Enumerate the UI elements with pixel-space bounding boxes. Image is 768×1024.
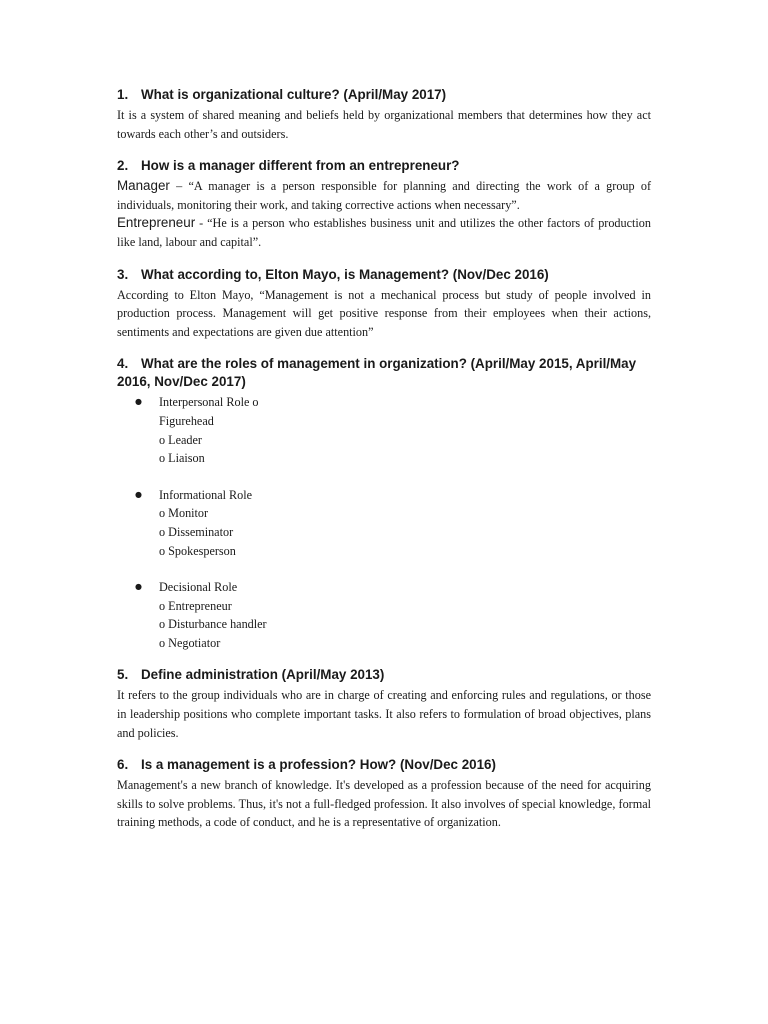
role-item: o Monitor xyxy=(159,506,209,521)
answer-text: It is a system of shared meaning and beliefs held by organizational members that determines how they act towards each other’s and outsiders. xyxy=(117,108,651,141)
answer-text: Management's a new branch of knowledge. It's developed as a profession because of the need for acquiring skills to solve problems. Thus, it's not a full-fledged profession. It also involves of special knowledge, formal training methods, a code of conduct, and he is a representative of organization. xyxy=(117,778,651,830)
entrepreneur-separator: - xyxy=(195,216,208,231)
entrepreneur-definition-text: “He is a person who establishes business unit and utilizes the other factors of production like land, labour and capital”. xyxy=(117,216,651,249)
document-page xyxy=(117,86,651,846)
role-item: o Disseminator xyxy=(159,524,234,539)
question-heading xyxy=(117,756,651,774)
manager-definition xyxy=(117,177,651,214)
entrepreneur-definition xyxy=(117,214,651,251)
question-number: 2. xyxy=(117,158,129,174)
manager-definition-text: “A manager is a person responsible for planning and directing the work of a group of individuals, monitoring their work, and taking corrective actions when necessary”. xyxy=(117,179,651,212)
question-title: How is a manager different from an entrepreneur? xyxy=(141,158,460,174)
manager-separator: – xyxy=(169,179,189,194)
list-item xyxy=(135,486,651,560)
answer-text: It refers to the group individuals who are in charge of creating and enforcing rules and regulations, or those in leadership positions who complete important tasks. It also refers to formulation of broad objectives, plans and policies. xyxy=(117,688,651,740)
role-item: o Leader xyxy=(159,432,202,447)
question-number: 4. xyxy=(117,356,129,372)
question-number: 1. xyxy=(117,87,129,102)
question-title: What according to, Elton Mayo, is Management? (Nov/Dec 2016) xyxy=(141,266,549,282)
question-title: Is a management is a profession? How? (Nov/Dec 2016) xyxy=(141,757,496,773)
question-number: 3. xyxy=(117,266,129,282)
question-5 xyxy=(117,666,651,742)
bullet-icon: ● xyxy=(135,582,142,592)
role-item: o Entrepreneur xyxy=(159,598,232,613)
question-4 xyxy=(117,355,651,652)
role-group xyxy=(159,578,267,652)
question-1 xyxy=(117,86,651,143)
question-heading xyxy=(117,355,651,391)
list-item xyxy=(135,578,651,652)
question-heading xyxy=(117,266,651,284)
role-item: o Spokesperson xyxy=(159,543,236,558)
manager-term: Manager xyxy=(117,178,170,194)
question-3 xyxy=(117,266,651,342)
question-title: What are the roles of management in organization? (April/May 2015, April/May 2016, Nov/Dec 2017) xyxy=(117,356,637,390)
list-item xyxy=(135,393,651,467)
role-item: o Disturbance handler xyxy=(159,617,267,632)
question-title: Define administration (April/May 2013) xyxy=(141,667,385,683)
question-heading xyxy=(117,86,651,104)
role-item: o Negotiator xyxy=(159,635,221,650)
question-number: 6. xyxy=(117,757,129,773)
bullet-icon: ● xyxy=(135,397,142,407)
role-group xyxy=(159,393,271,467)
role-item: o Liaison xyxy=(159,451,205,466)
question-title: What is organizational culture? (April/May 2017) xyxy=(141,87,447,102)
question-2 xyxy=(117,157,651,251)
roles-list xyxy=(117,393,651,652)
bullet-icon: ● xyxy=(135,489,142,499)
role-group xyxy=(159,486,252,560)
answer-text: According to Elton Mayo, “Management is not a mechanical process but study of people involved in production process. Management will get positive response from their employees when their actions, sentiments and expectations are given due attention” xyxy=(117,287,651,339)
entrepreneur-term: Entrepreneur xyxy=(117,215,196,231)
role-name: Decisional Role xyxy=(159,580,238,595)
role-name: Interpersonal Role o Figurehead xyxy=(159,395,259,428)
question-6 xyxy=(117,756,651,832)
role-name: Informational Role xyxy=(159,487,253,502)
question-heading xyxy=(117,666,651,684)
question-heading xyxy=(117,157,651,175)
question-number: 5. xyxy=(117,667,129,683)
